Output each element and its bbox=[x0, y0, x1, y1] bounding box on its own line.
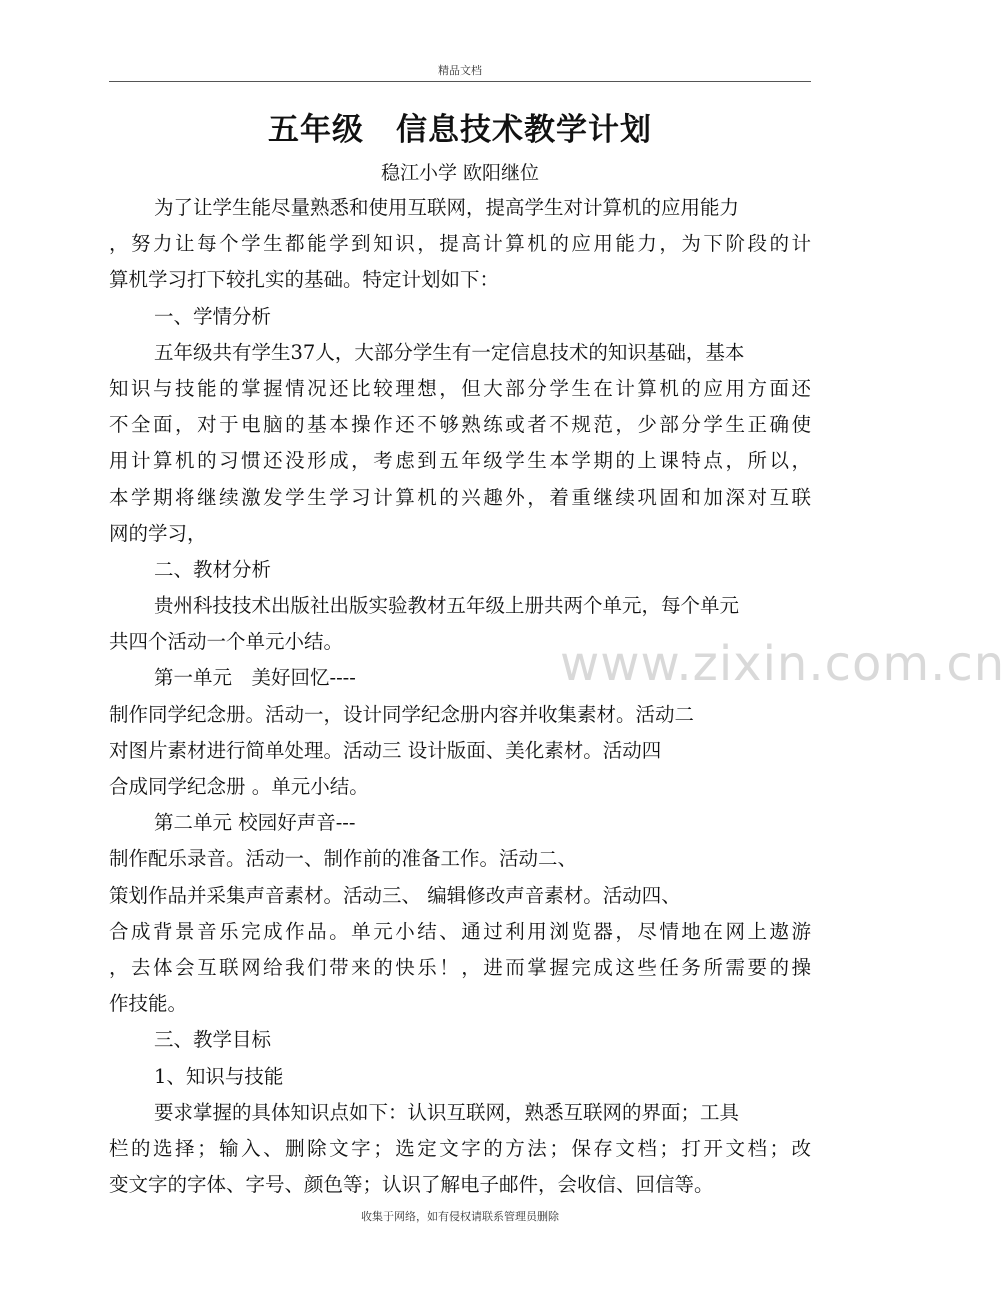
document-title: 五年级 信息技术教学计划 bbox=[268, 112, 652, 148]
body-line: 对图片素材进行简单处理。活动三 设计版面、美化素材。活动四 bbox=[109, 738, 662, 762]
unit-heading: 第二单元 校园好声音--- bbox=[154, 811, 356, 835]
body-line: 作技能。 bbox=[109, 992, 188, 1016]
body-line: 合成背景音乐完成作品。单元小结、通过利用浏览器，尽情地在网上遨游 bbox=[109, 919, 811, 943]
body-line: 栏的选择；输入、删除文字；选定文字的方法；保存文档；打开文档；改 bbox=[109, 1136, 811, 1160]
body-line: ，去体会互联网给我们带来的快乐！，进而掌握完成这些任务所需要的操 bbox=[109, 955, 811, 979]
body-line: 策划作品并采集声音素材。活动三、 编辑修改声音素材。活动四、 bbox=[109, 883, 681, 907]
body-line: ，努力让每个学生都能学到知识，提高计算机的应用能力，为下阶段的计 bbox=[109, 232, 811, 256]
document-author: 稳江小学 欧阳继位 bbox=[380, 162, 540, 184]
page-footer: 收集于网络，如有侵权请联系管理员删除 bbox=[361, 1210, 559, 1223]
body-line: 知识与技能的掌握情况还比较理想，但大部分学生在计算机的应用方面还 bbox=[109, 376, 811, 400]
body-line: 制作同学纪念册。活动一，设计同学纪念册内容并收集素材。活动二 bbox=[109, 702, 695, 726]
body-line: 五年级共有学生37人，大部分学生有一定信息技术的知识基础，基本 bbox=[154, 340, 745, 364]
header-rule bbox=[109, 81, 811, 82]
subsection-heading: 1、知识与技能 bbox=[154, 1064, 284, 1088]
body-line: 网的学习， bbox=[109, 521, 207, 545]
body-line: 要求掌握的具体知识点如下：认识互联网，熟悉互联网的界面；工具 bbox=[154, 1100, 740, 1124]
section-heading: 三、教学目标 bbox=[154, 1028, 272, 1052]
section-heading: 二、教材分析 bbox=[154, 557, 272, 581]
page-header: 精品文档 bbox=[438, 64, 482, 77]
body-line: 贵州科技技术出版社出版实验教材五年级上册共两个单元，每个单元 bbox=[154, 594, 740, 618]
watermark: www.zixin.com.cn bbox=[560, 636, 1005, 692]
body-line: 合成同学纪念册 。单元小结。 bbox=[109, 775, 369, 798]
body-line: 共四个活动一个单元小结。 bbox=[109, 630, 344, 654]
body-line: 本学期将继续激发学生学习计算机的兴趣外，着重继续巩固和加深对互联 bbox=[109, 485, 811, 509]
unit-heading: 第一单元 美好回忆---- bbox=[154, 666, 356, 690]
document-body bbox=[109, 190, 811, 1203]
body-line: 算机学习打下较扎实的基础。特定计划如下： bbox=[109, 268, 500, 292]
body-line: 不全面，对于电脑的基本操作还不够熟练或者不规范，少部分学生正确使 bbox=[109, 413, 811, 437]
body-line: 为了让学生能尽量熟悉和使用互联网，提高学生对计算机的应用能力 bbox=[154, 196, 740, 219]
body-line: 制作配乐录音。活动一、制作前的准备工作。活动二、 bbox=[109, 847, 578, 871]
section-heading: 一、学情分析 bbox=[154, 304, 272, 328]
body-line: 用计算机的习惯还没形成，考虑到五年级学生本学期的上课特点，所以， bbox=[109, 449, 811, 473]
body-line: 变文字的字体、字号、颜色等；认识了解电子邮件，会收信、回信等。 bbox=[109, 1173, 714, 1197]
